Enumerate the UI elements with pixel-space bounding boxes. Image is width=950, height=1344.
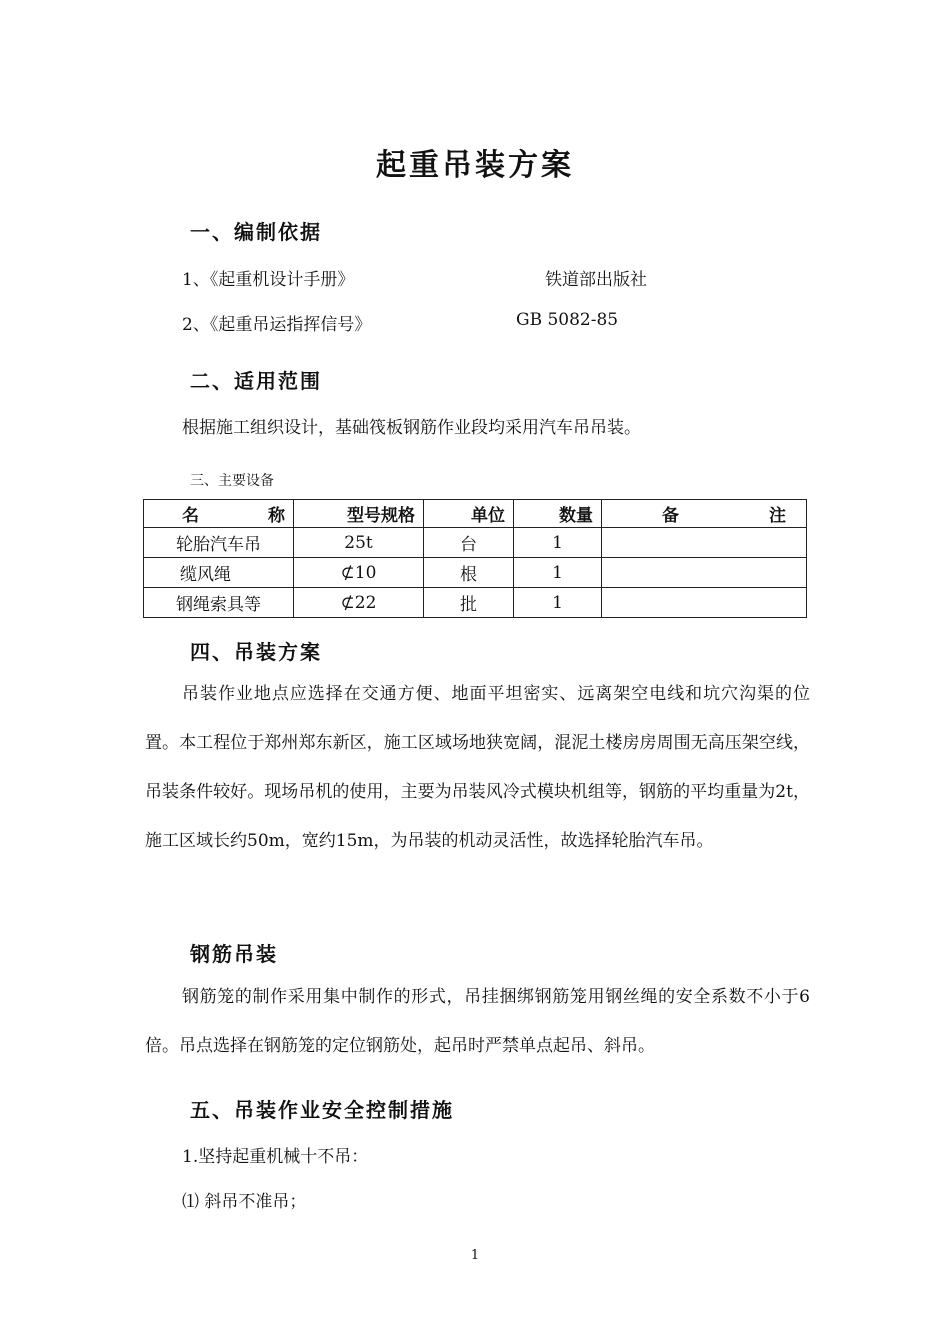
section-heading-safety: 五、吊装作业安全控制措施 — [190, 1098, 454, 1122]
header-note-a: 备 — [662, 506, 679, 526]
basis-item-1-ref: 铁道部出版社 — [545, 270, 647, 290]
basis-item-2-ref: GB 5082-85 — [516, 310, 619, 330]
section-heading-basis: 一、编制依据 — [190, 220, 322, 244]
table-row — [144, 528, 807, 558]
cell-name: 钢绳索具等 — [144, 588, 294, 618]
safety-item-1-1: ⑴ 斜吊不准吊； — [182, 1192, 307, 1212]
scope-text: 根据施工组织设计，基础筏板钢筋作业段均采用汽车吊吊装。 — [182, 418, 641, 438]
table-row — [144, 558, 807, 588]
table-header-row — [144, 500, 807, 528]
cell-unit: 台 — [424, 528, 514, 558]
rebar-paragraph: 钢筋笼的制作采用集中制作的形式，吊挂捆绑钢筋笼用钢丝绳的安全系数不小于6倍。吊点选择在钢筋笼的定位钢筋处，起吊时严禁单点起吊、斜吊。 — [145, 987, 810, 1056]
cell-qty: 1 — [514, 588, 602, 618]
cell-qty: 1 — [514, 528, 602, 558]
header-name-a: 名 — [182, 506, 199, 526]
header-qty: 数量 — [514, 500, 602, 528]
section-heading-scope: 二、适用范围 — [190, 369, 322, 393]
cell-qty: 1 — [514, 558, 602, 588]
basis-item-2: 2、《起重吊运指挥信号》 — [182, 315, 372, 335]
subheading-rebar-lifting: 钢筋吊装 — [190, 942, 278, 966]
cell-model: 25t — [294, 528, 424, 558]
safety-item-1: 1.坚持起重机械十不吊： — [182, 1147, 369, 1167]
cell-name: 缆风绳 — [144, 558, 294, 588]
header-unit: 单位 — [424, 500, 514, 528]
cell-note — [602, 588, 807, 618]
header-note-b: 注 — [769, 506, 786, 526]
header-name-b: 称 — [268, 506, 285, 526]
basis-item-1: 1、《起重机设计手册》 — [182, 270, 355, 290]
equipment-table — [143, 499, 807, 618]
header-name — [144, 500, 294, 528]
cell-note — [602, 558, 807, 588]
cell-unit: 批 — [424, 588, 514, 618]
section-heading-equipment: 三、主要设备 — [190, 473, 274, 489]
page-title: 起重吊装方案 — [376, 148, 574, 183]
page-number: 1 — [470, 1248, 480, 1263]
cell-unit: 根 — [424, 558, 514, 588]
header-model: 型号规格 — [294, 500, 424, 528]
table-row — [144, 588, 807, 618]
cell-model: ⊄10 — [294, 558, 424, 588]
cell-name: 轮胎汽车吊 — [144, 528, 294, 558]
header-note — [602, 500, 807, 528]
plan-paragraph: 吊装作业地点应选择在交通方便、地面平坦密实、远离架空电线和坑穴沟渠的位置。本工程位于郑州郑东新区，施工区域场地狭宽阔，混泥土楼房房周围无高压架空线，吊装条件较好。现场吊机的使用，主要为吊装风冷式模块机组等，钢筋的平均重量为2t，施工区域长约50m，宽约15m，为吊装的机动灵活性，故选择轮胎汽车吊。 — [145, 684, 810, 851]
section-heading-plan: 四、吊装方案 — [190, 640, 322, 664]
cell-model: ⊄22 — [294, 588, 424, 618]
cell-note — [602, 528, 807, 558]
